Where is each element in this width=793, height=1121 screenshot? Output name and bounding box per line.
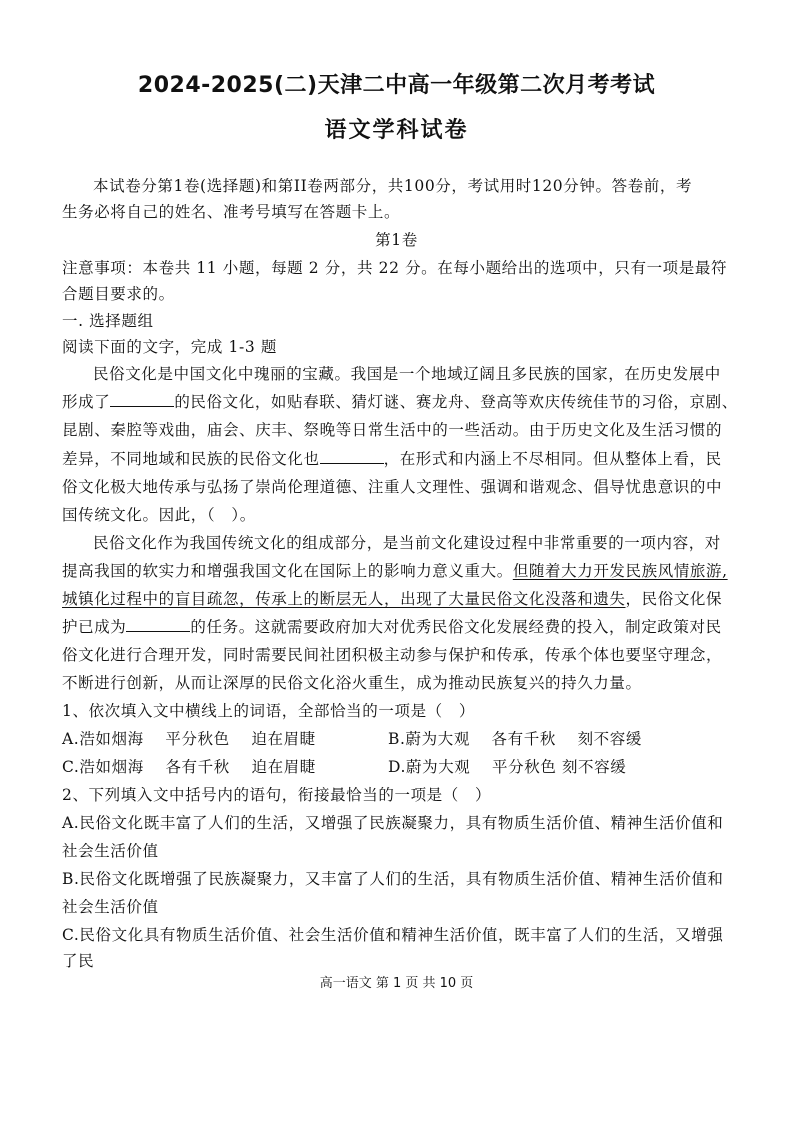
question-2-stem: 2、下列填入文中括号内的语句，衔接最恰当的一项是（ ） <box>62 786 492 804</box>
passage-line <box>62 449 742 469</box>
passage-line <box>62 589 742 609</box>
passage-line: 不断进行创新，从而让深厚的民俗文化浴火重生，成为推动民族复兴的持久力量。 <box>62 674 642 692</box>
passage-text: 提高我国的软实力和增强我国文化在国际上的影响力意义重大。 <box>62 562 513 580</box>
passage-line <box>62 561 742 581</box>
passage-text: ，民俗文化保 <box>625 590 723 608</box>
reading-instruction: 阅读下面的文字，完成 1-3 题 <box>62 338 277 356</box>
question-2-option-a-cont: 社会生活价值 <box>62 842 159 860</box>
question-1-option-a: A.浩如烟海 平分秋色 迫在眉睫 <box>62 730 316 748</box>
passage-line: 国传统文化。因此，（ ）。 <box>62 506 256 524</box>
passage-text: 的任务。这就需要政府加大对优秀民俗文化发展经费的投入，制定政策对民 <box>190 618 722 636</box>
passage-line: 昆剧、秦腔等戏曲，庙会、庆丰、祭晚等日常生活中的一些活动。由于历史文化及生活习惯的 <box>62 421 723 439</box>
passage-text: 护已成为 <box>62 618 127 636</box>
section-group-heading: 一. 选择题组 <box>62 312 154 330</box>
fill-blank <box>126 617 190 632</box>
question-2-option-c: C.民俗文化具有物质生活价值、社会生活价值和精神生活价值，既丰富了人们的生活，又增强 <box>62 926 724 944</box>
intro-line-1: 本试卷分第1卷(选择题)和第II卷两部分，共100分，考试用时120分钟。答卷前，考 <box>93 177 693 195</box>
question-2-option-c-cont: 了民 <box>62 952 95 970</box>
fill-blank <box>320 449 384 464</box>
passage-text: 形成了 <box>62 393 111 411</box>
question-1-option-c: C.浩如烟海 各有千秋 迫在眉睫 <box>62 758 316 776</box>
passage-text: 差异，不同地域和民族的民俗文化也 <box>62 450 320 468</box>
fill-blank <box>110 392 174 407</box>
intro-line-2: 生务必将自己的姓名、准考号填写在答题卡上。 <box>62 203 401 221</box>
question-2-option-b: B.民俗文化既增强了民族凝聚力，又丰富了人们的生活，具有物质生活价值、精神生活价值和 <box>62 870 724 888</box>
volume-heading: 第1卷 <box>375 231 418 249</box>
underlined-sentence: 但随着大力开发民族风情旅游, <box>512 562 728 580</box>
passage-text: 的民俗文化，如贴春联、猜灯谜、赛龙舟、登高等欢庆传统佳节的习俗，京剧、 <box>174 393 738 411</box>
question-1-stem: 1、依次填入文中横线上的词语，全部恰当的一项是（ ） <box>62 702 475 720</box>
exam-subtitle: 语文学科试卷 <box>324 118 469 143</box>
question-1-option-b: B.蔚为大观 各有千秋 刻不容缓 <box>388 730 642 748</box>
page-footer: 高一语文 第 1 页 共 10 页 <box>319 976 474 991</box>
passage-line <box>62 392 742 412</box>
passage-text: ，在形式和内涵上不尽相同。但从整体上看，民 <box>383 450 722 468</box>
question-2-option-b-cont: 社会生活价值 <box>62 898 159 916</box>
passage-line <box>62 617 742 637</box>
underlined-sentence: 城镇化过程中的盲目疏忽，传承上的断层无人，出现了大量民俗文化没落和遗失 <box>62 590 626 608</box>
passage-line: 民俗文化是中国文化中瑰丽的宝藏。我国是一个地域辽阔且多民族的国家，在历史发展中 <box>93 365 721 383</box>
passage-line: 俗文化进行合理开发，同时需要民间社团积极主动参与保护和传承，传承个体也要坚守理念， <box>62 646 723 664</box>
passage-line: 俗文化极大地传承与弘扬了崇尚伦理道德、注重人文理性、强调和谐观念、倡导忧患意识的中 <box>62 478 723 496</box>
exam-title: 2024-2025(二)天津二中高一年级第二次月考考试 <box>137 73 656 98</box>
question-2-option-a: A.民俗文化既丰富了人们的生活，又增强了民族凝聚力，具有物质生活价值、精神生活价值和 <box>62 814 724 832</box>
notice-line-2: 合题目要求的。 <box>62 285 175 303</box>
notice-line-1: 注意事项：本卷共 11 小题，每题 2 分，共 22 分。在每小题给出的选项中，只有一项是最符 <box>62 259 728 277</box>
question-1-option-d: D.蔚为大观 平分秋色 刻不容缓 <box>388 758 627 776</box>
passage-line: 民俗文化作为我国传统文化的组成部分，是当前文化建设过程中非常重要的一项内容，对 <box>93 534 721 552</box>
